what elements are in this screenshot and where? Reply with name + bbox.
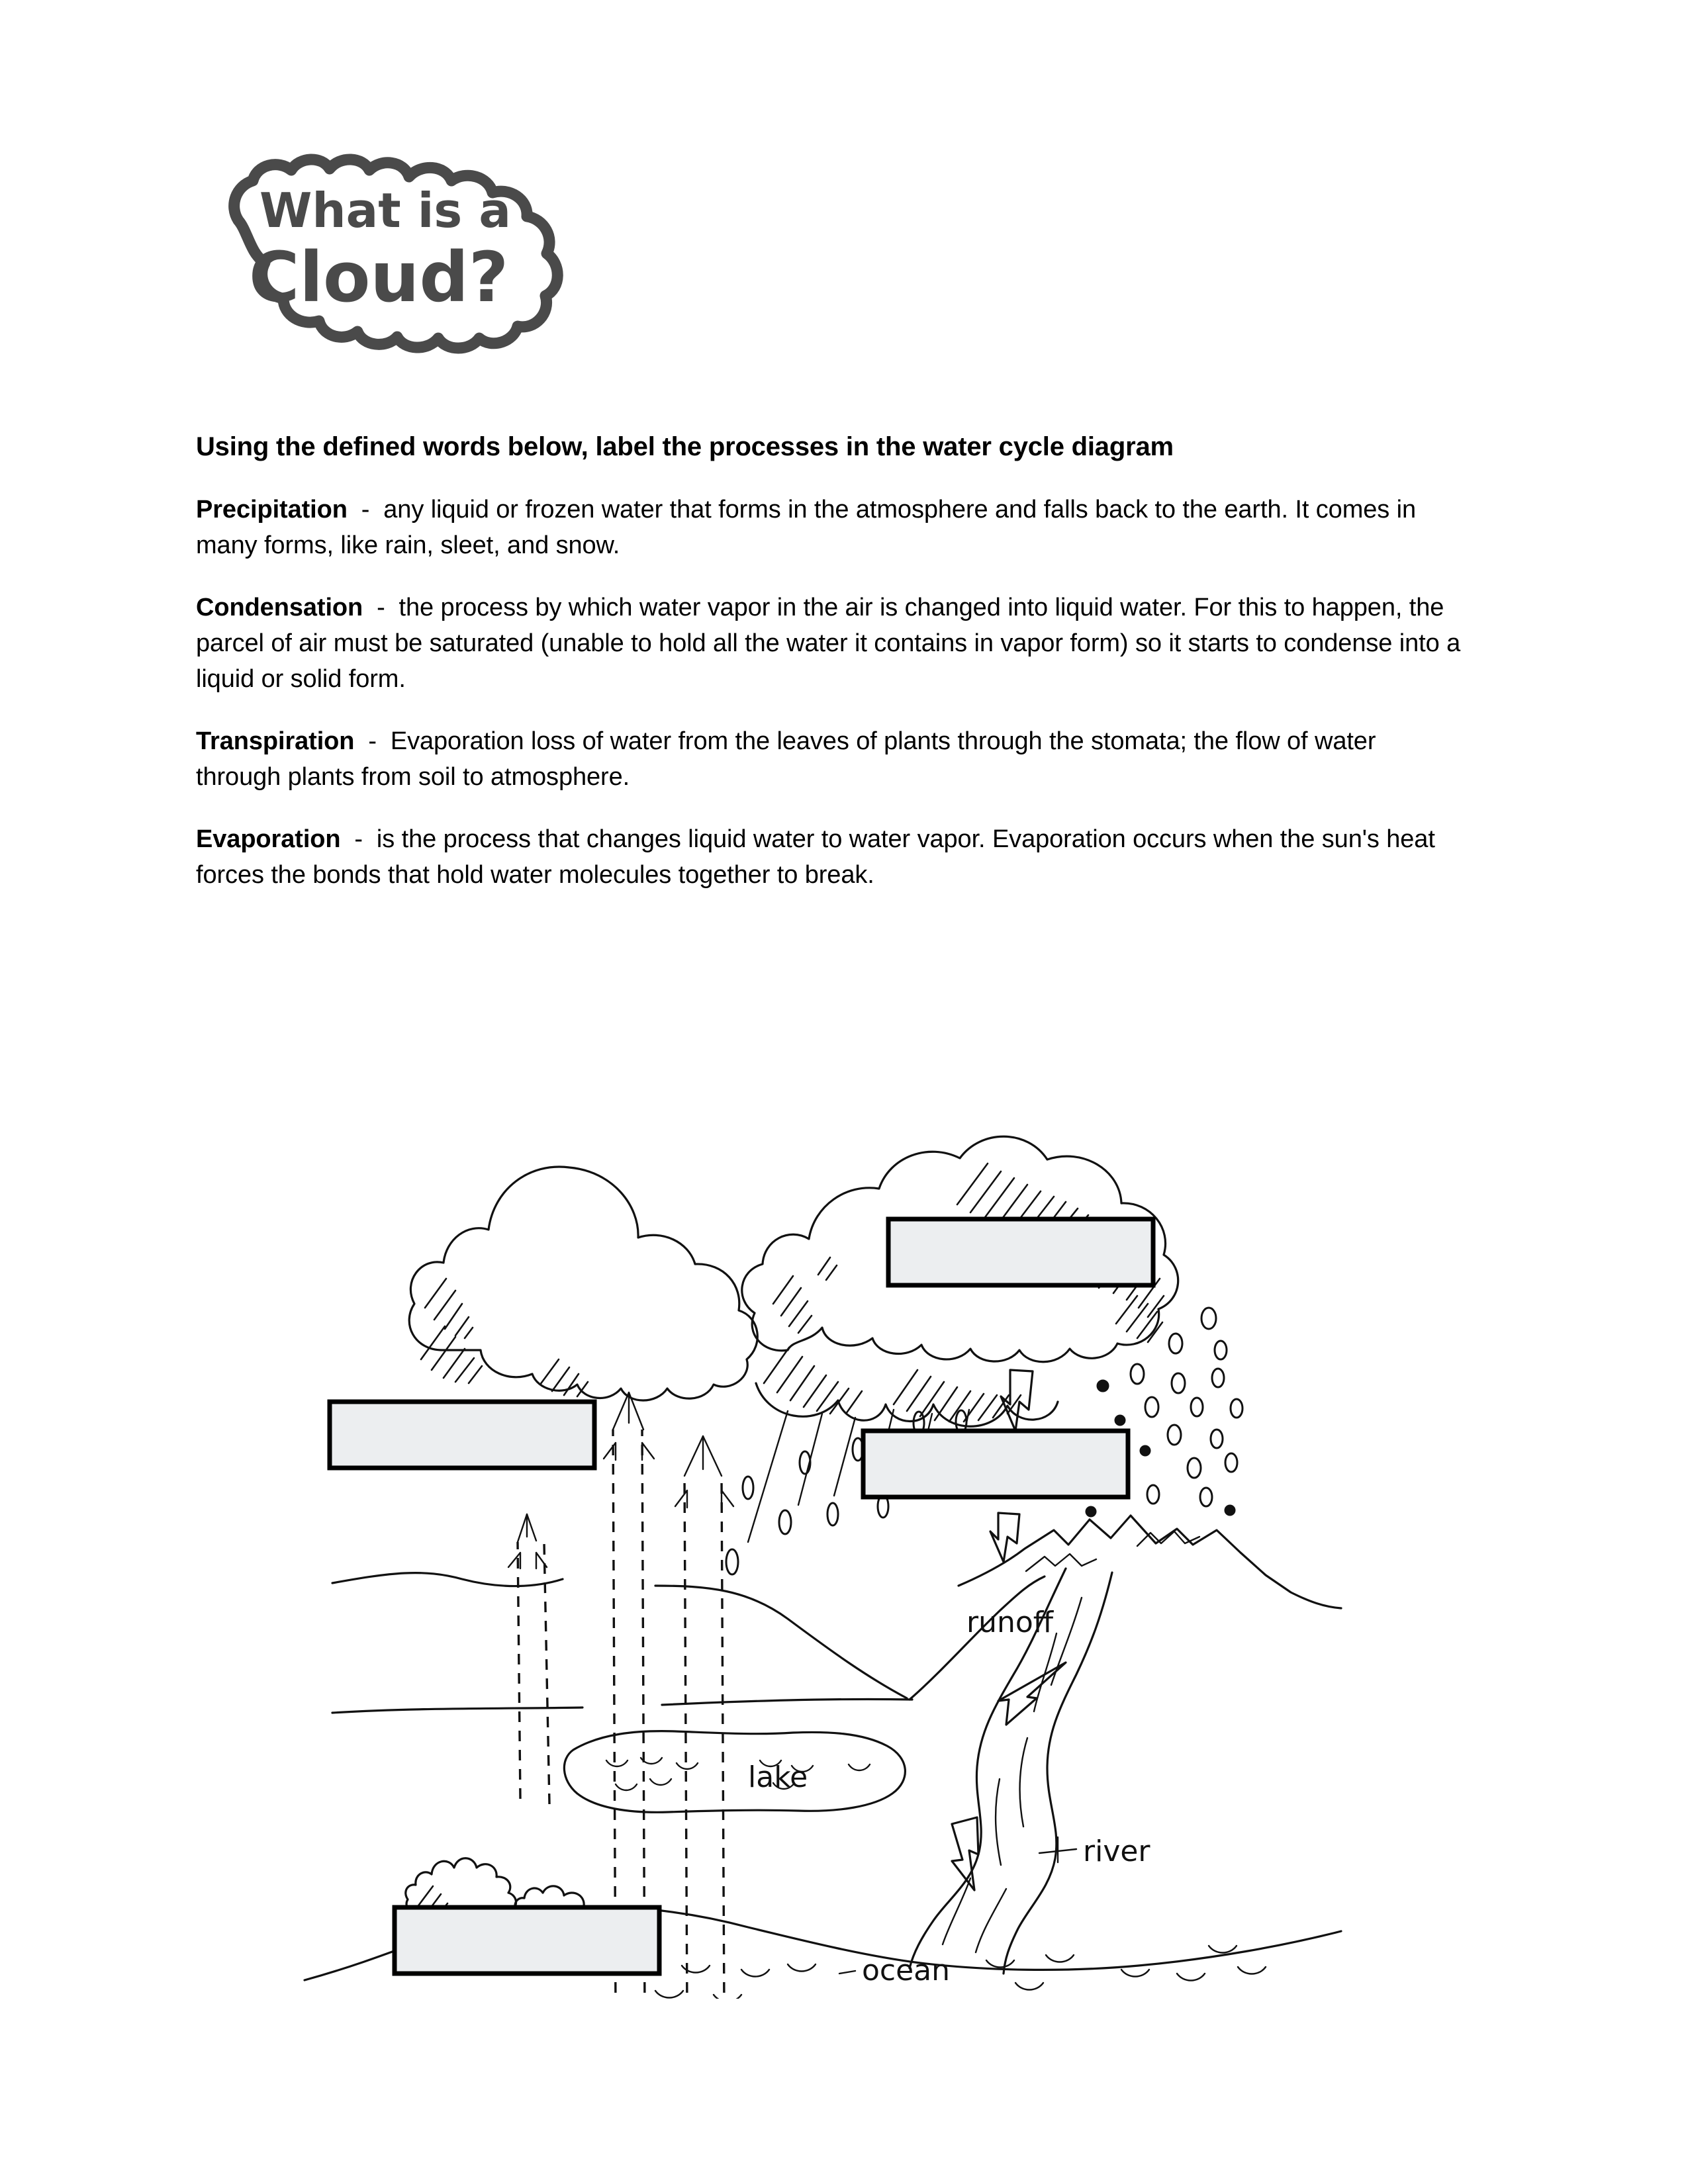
label-lake: lake [748, 1760, 808, 1794]
worksheet-logo [199, 142, 635, 367]
definition-text: the process by which water vapor in the air is changed into liquid water. For this to happen, the parcel of air must be saturated (unable to hold all the water it contains in vapor form) so it starts to condense into a liquid or solid form. [196, 593, 1461, 693]
lake-ripples [606, 1758, 870, 1790]
definition-separator: - [377, 593, 385, 621]
definition-evaporation [196, 822, 1467, 893]
answer-box-condensation[interactable] [888, 1219, 1153, 1285]
label-ocean: ocean [862, 1954, 951, 1987]
fair-weather-cloud-icon [409, 1167, 757, 1400]
answer-box-precipitation[interactable] [863, 1431, 1128, 1497]
definition-text: any liquid or frozen water that forms in the atmosphere and falls back to the earth. It comes in many forms, like rain, sleet, and snow. [196, 496, 1417, 559]
definition-condensation [196, 590, 1467, 698]
answer-box-transpiration[interactable] [395, 1907, 659, 1974]
cloud-hatching [421, 1279, 588, 1396]
definition-transpiration [196, 724, 1467, 796]
definition-term: Precipitation [196, 496, 348, 523]
definition-separator: - [354, 825, 363, 853]
logo-line-2: Cloud? [249, 237, 509, 318]
landscape-hills [332, 1573, 912, 1713]
definition-text: is the process that changes liquid water to water vapor. Evaporation occurs when the sun's heat forces the bonds that hold water molecules together to break. [196, 825, 1435, 889]
ocean-waves [655, 1946, 1266, 1999]
definition-term: Transpiration [196, 727, 355, 755]
logo-line-1: What is a [259, 183, 511, 238]
label-runoff: runoff [966, 1606, 1054, 1639]
answer-box-evaporation[interactable] [330, 1402, 594, 1468]
definition-precipitation [196, 492, 1467, 564]
definition-separator: - [368, 727, 377, 755]
water-cycle-diagram [285, 1039, 1377, 1999]
definition-separator: - [361, 496, 370, 523]
runoff-arrow-icon [952, 1662, 1066, 1890]
label-river: river [1083, 1835, 1150, 1868]
instruction-line: Using the defined words below, label the processes in the water cycle diagram [196, 432, 1174, 461]
worksheet-text [196, 430, 1467, 920]
definition-term: Evaporation [196, 825, 341, 853]
definition-term: Condensation [196, 593, 363, 621]
definition-text: Evaporation loss of water from the leaves of plants through the stomata; the flow of water through plants from soil to atmosphere. [196, 727, 1376, 791]
